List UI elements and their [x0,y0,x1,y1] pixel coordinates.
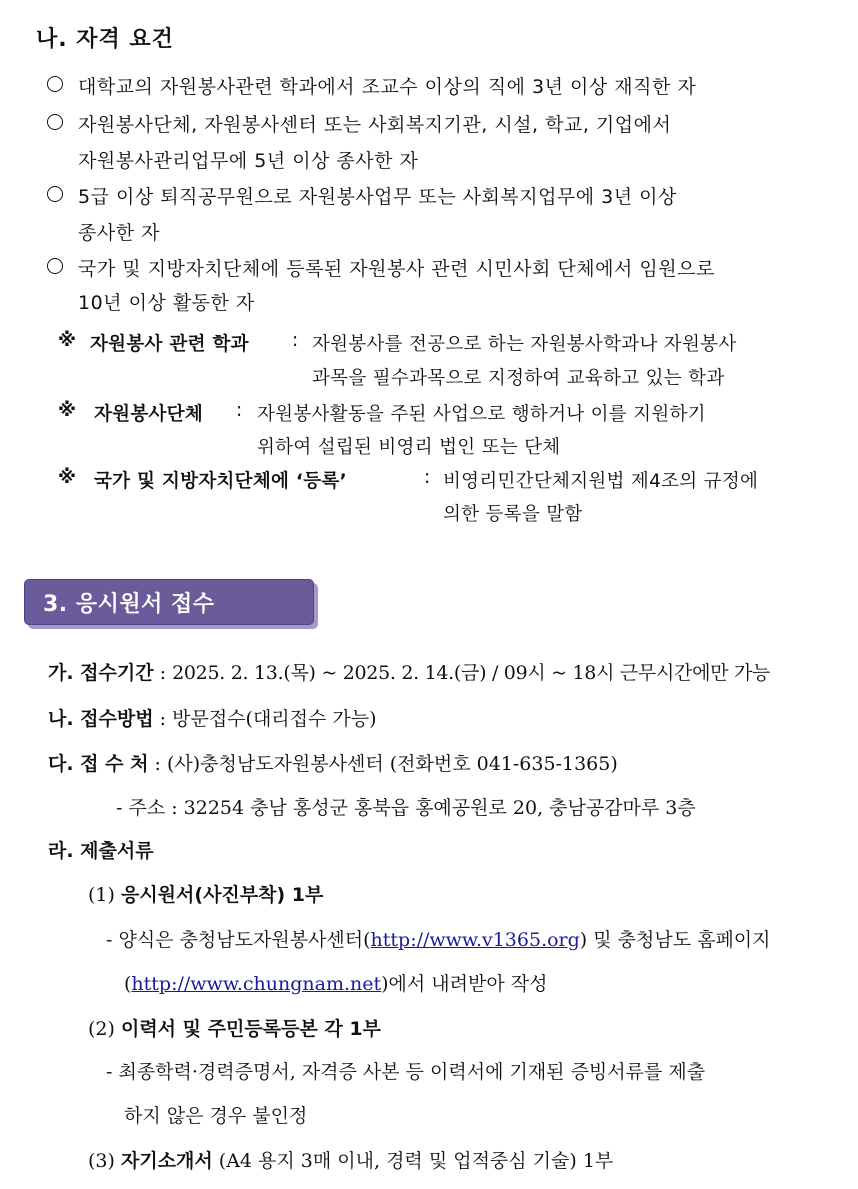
document-title: 응시원서(사진부착) 1부 [120,884,324,906]
qualification-item: 자원봉사단체, 자원봉사센터 또는 사회복지기관, 시설, 학교, 기업에서 [78,114,672,136]
desc-text: 양식은 충청남도자원봉사센터( [118,929,371,951]
document-title: 자기소개서 [120,1150,213,1172]
reception-period-row [48,658,770,685]
document-title-suffix: (A4 용지 3매 이내, 경력 및 업적중심 기술) 1부 [218,1150,614,1172]
note-definition-cont: 위하여 설립된 비영리 법인 또는 단체 [257,437,561,458]
reception-method-row [48,704,377,731]
reception-period-value: 2025. 2. 13.(목) ~ 2025. 2. 14.(금) / 09시 ~ 18시 근무시간에만 가능 [172,662,771,684]
qualification-item-cont: 10년 이상 활동한 자 [78,292,255,314]
qualification-item: 국가 및 지방자치단체에 등록된 자원봉사 관련 시민사회 단체에서 임원으로 [78,258,715,280]
section-banner-title: 3. 응시원서 접수 [43,592,215,617]
desc-text: 최종학력·경력증명서, 자격증 사본 등 이력서에 기재된 증빙서류를 제출 [118,1061,706,1083]
reception-period-label: 가. 접수기간 [48,662,154,684]
reception-place-row [48,749,618,776]
qualification-item-cont: 자원봉사관리업무에 5년 이상 종사한 자 [78,150,419,172]
note-term: 자원봉사단체 [94,404,204,425]
qualification-item: 대학교의 자원봉사관련 학과에서 조교수 이상의 직에 3년 이상 재직한 자 [78,76,697,98]
circle-bullet-icon [47,76,63,92]
label-separator: : [159,662,167,684]
note-separator: : [236,400,243,421]
note-definition: 비영리민간단체지원법 제4조의 규정에 [443,471,759,492]
circle-bullet-icon [47,258,63,274]
document-1-desc-line2 [124,969,547,996]
note-term: 자원봉사 관련 학과 [90,334,249,355]
label-separator: : [159,708,167,730]
note-mark: ※ [58,467,77,488]
section-title-qualifications: 나. 자격 요건 [36,27,174,52]
document-item-3 [88,1146,613,1173]
document-number: (1) [88,884,115,906]
desc-text: ( [124,973,132,995]
chungnam-homepage-link[interactable]: http://www.chungnam.net [131,973,382,995]
qualification-item: 5급 이상 퇴직공무원으로 자원봉사업무 또는 사회복지업무에 3년 이상 [78,186,677,208]
label-separator: : [154,753,161,775]
document-item-1 [88,880,323,907]
circle-bullet-icon [47,114,63,130]
note-mark: ※ [58,330,77,351]
reception-method-label: 나. 접수방법 [48,708,154,730]
document-2-desc-line1 [106,1057,705,1084]
note-separator: : [424,467,431,488]
document-number: (2) [88,1018,115,1040]
reception-place-label: 다. 접 수 처 [48,753,149,775]
document-number: (3) [88,1150,115,1172]
note-definition-cont: 과목을 필수과목으로 지정하여 교육하고 있는 학과 [312,368,725,389]
note-definition: 자원봉사활동을 주된 사업으로 행하거나 이를 지원하기 [257,404,706,425]
document-2-desc-line2: 하지 않은 경우 불인정 [124,1105,308,1127]
note-definition-cont: 의한 등록을 말함 [443,504,583,525]
qualification-item-cont: 종사한 자 [78,222,160,244]
document-item-2 [88,1014,381,1041]
note-definition: 자원봉사를 전공으로 하는 자원봉사학과나 자원봉사 [312,334,737,355]
note-term: 국가 및 지방자치단체에 ‘등록’ [94,471,347,492]
desc-dash: - [106,1061,113,1083]
note-separator: : [292,330,299,351]
volunteer-center-link[interactable]: http://www.v1365.org [370,929,580,951]
note-mark: ※ [58,400,77,421]
document-1-desc-line1 [106,925,771,952]
desc-text: ) 및 충청남도 홈페이지 [579,929,771,951]
address-line: - 주소 : 32254 충남 홍성군 홍북읍 홍예공원로 20, 충남공감마루 3층 [116,797,696,819]
reception-place-value: (사)충청남도자원봉사센터 (전화번호 041-635-1365) [166,753,618,775]
section-banner-application [24,579,314,625]
desc-text: )에서 내려받아 작성 [381,973,548,995]
circle-bullet-icon [47,186,63,202]
reception-method-value: 방문접수(대리접수 가능) [172,708,377,730]
desc-dash: - [106,929,113,951]
documents-label: 라. 제출서류 [48,840,154,862]
document-title: 이력서 및 주민등록등본 각 1부 [120,1018,381,1040]
